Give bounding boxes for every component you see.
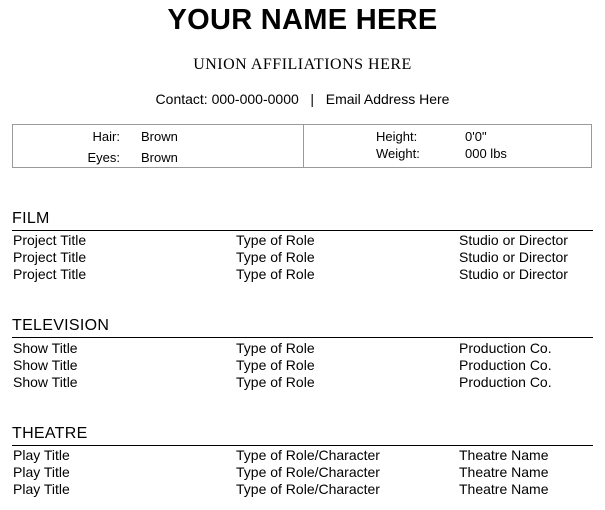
credit-role: Type of Role/Character	[236, 481, 380, 497]
credit-title: Play Title	[13, 481, 70, 497]
stats-divider	[303, 125, 304, 167]
credit-title: Project Title	[13, 266, 87, 282]
credit-role: Type of Role	[236, 340, 315, 356]
credit-role: Type of Role	[236, 374, 315, 390]
credit-row	[12, 249, 593, 266]
credit-title: Project Title	[13, 232, 87, 248]
theatre-section-rule	[12, 445, 593, 446]
actor-name: YOUR NAME HERE	[167, 4, 438, 36]
credit-title: Show Title	[13, 357, 78, 373]
credit-row	[12, 266, 593, 283]
credit-row	[12, 481, 593, 498]
credit-company: Theatre Name	[459, 464, 549, 480]
film-section-rule	[12, 230, 593, 231]
height-label: Height:	[376, 129, 418, 144]
credit-role: Type of Role	[236, 232, 315, 248]
physical-stats-box	[12, 124, 592, 168]
credit-company: Production Co.	[459, 357, 552, 373]
credit-title: Play Title	[13, 464, 70, 480]
television-section-rule	[12, 337, 593, 338]
height-value: 0'0"	[465, 129, 487, 144]
weight-label: Weight:	[376, 146, 420, 161]
union-affiliations: UNION AFFILIATIONS HERE	[193, 56, 412, 73]
credit-role: Type of Role	[236, 266, 315, 282]
credit-company: Theatre Name	[459, 447, 549, 463]
credit-title: Show Title	[13, 374, 78, 390]
credit-company: Theatre Name	[459, 481, 549, 497]
credit-role: Type of Role	[236, 249, 315, 265]
credit-title: Play Title	[13, 447, 70, 463]
contact-line: Contact: 000-000-0000 | Email Address Here	[155, 91, 450, 107]
eyes-label: Eyes:	[87, 150, 120, 165]
credit-company: Studio or Director	[459, 249, 568, 265]
credit-row	[12, 464, 593, 481]
credit-role: Type of Role/Character	[236, 447, 380, 463]
credit-row	[12, 340, 593, 357]
credit-company: Studio or Director	[459, 266, 568, 282]
credit-title: Project Title	[13, 249, 87, 265]
film-section-title: FILM	[12, 210, 50, 227]
credit-role: Type of Role/Character	[236, 464, 380, 480]
hair-label: Hair:	[92, 129, 120, 144]
credit-company: Production Co.	[459, 374, 552, 390]
credit-role: Type of Role	[236, 357, 315, 373]
credit-company: Studio or Director	[459, 232, 568, 248]
eyes-value: Brown	[141, 150, 178, 165]
television-section-title: TELEVISION	[12, 317, 110, 334]
credit-title: Show Title	[13, 340, 78, 356]
theatre-section-title: THEATRE	[12, 425, 88, 442]
credit-row	[12, 232, 593, 249]
credit-row	[12, 447, 593, 464]
hair-value: Brown	[141, 129, 178, 144]
weight-value: 000 lbs	[465, 146, 507, 161]
credit-company: Production Co.	[459, 340, 552, 356]
credit-row	[12, 374, 593, 391]
credit-row	[12, 357, 593, 374]
